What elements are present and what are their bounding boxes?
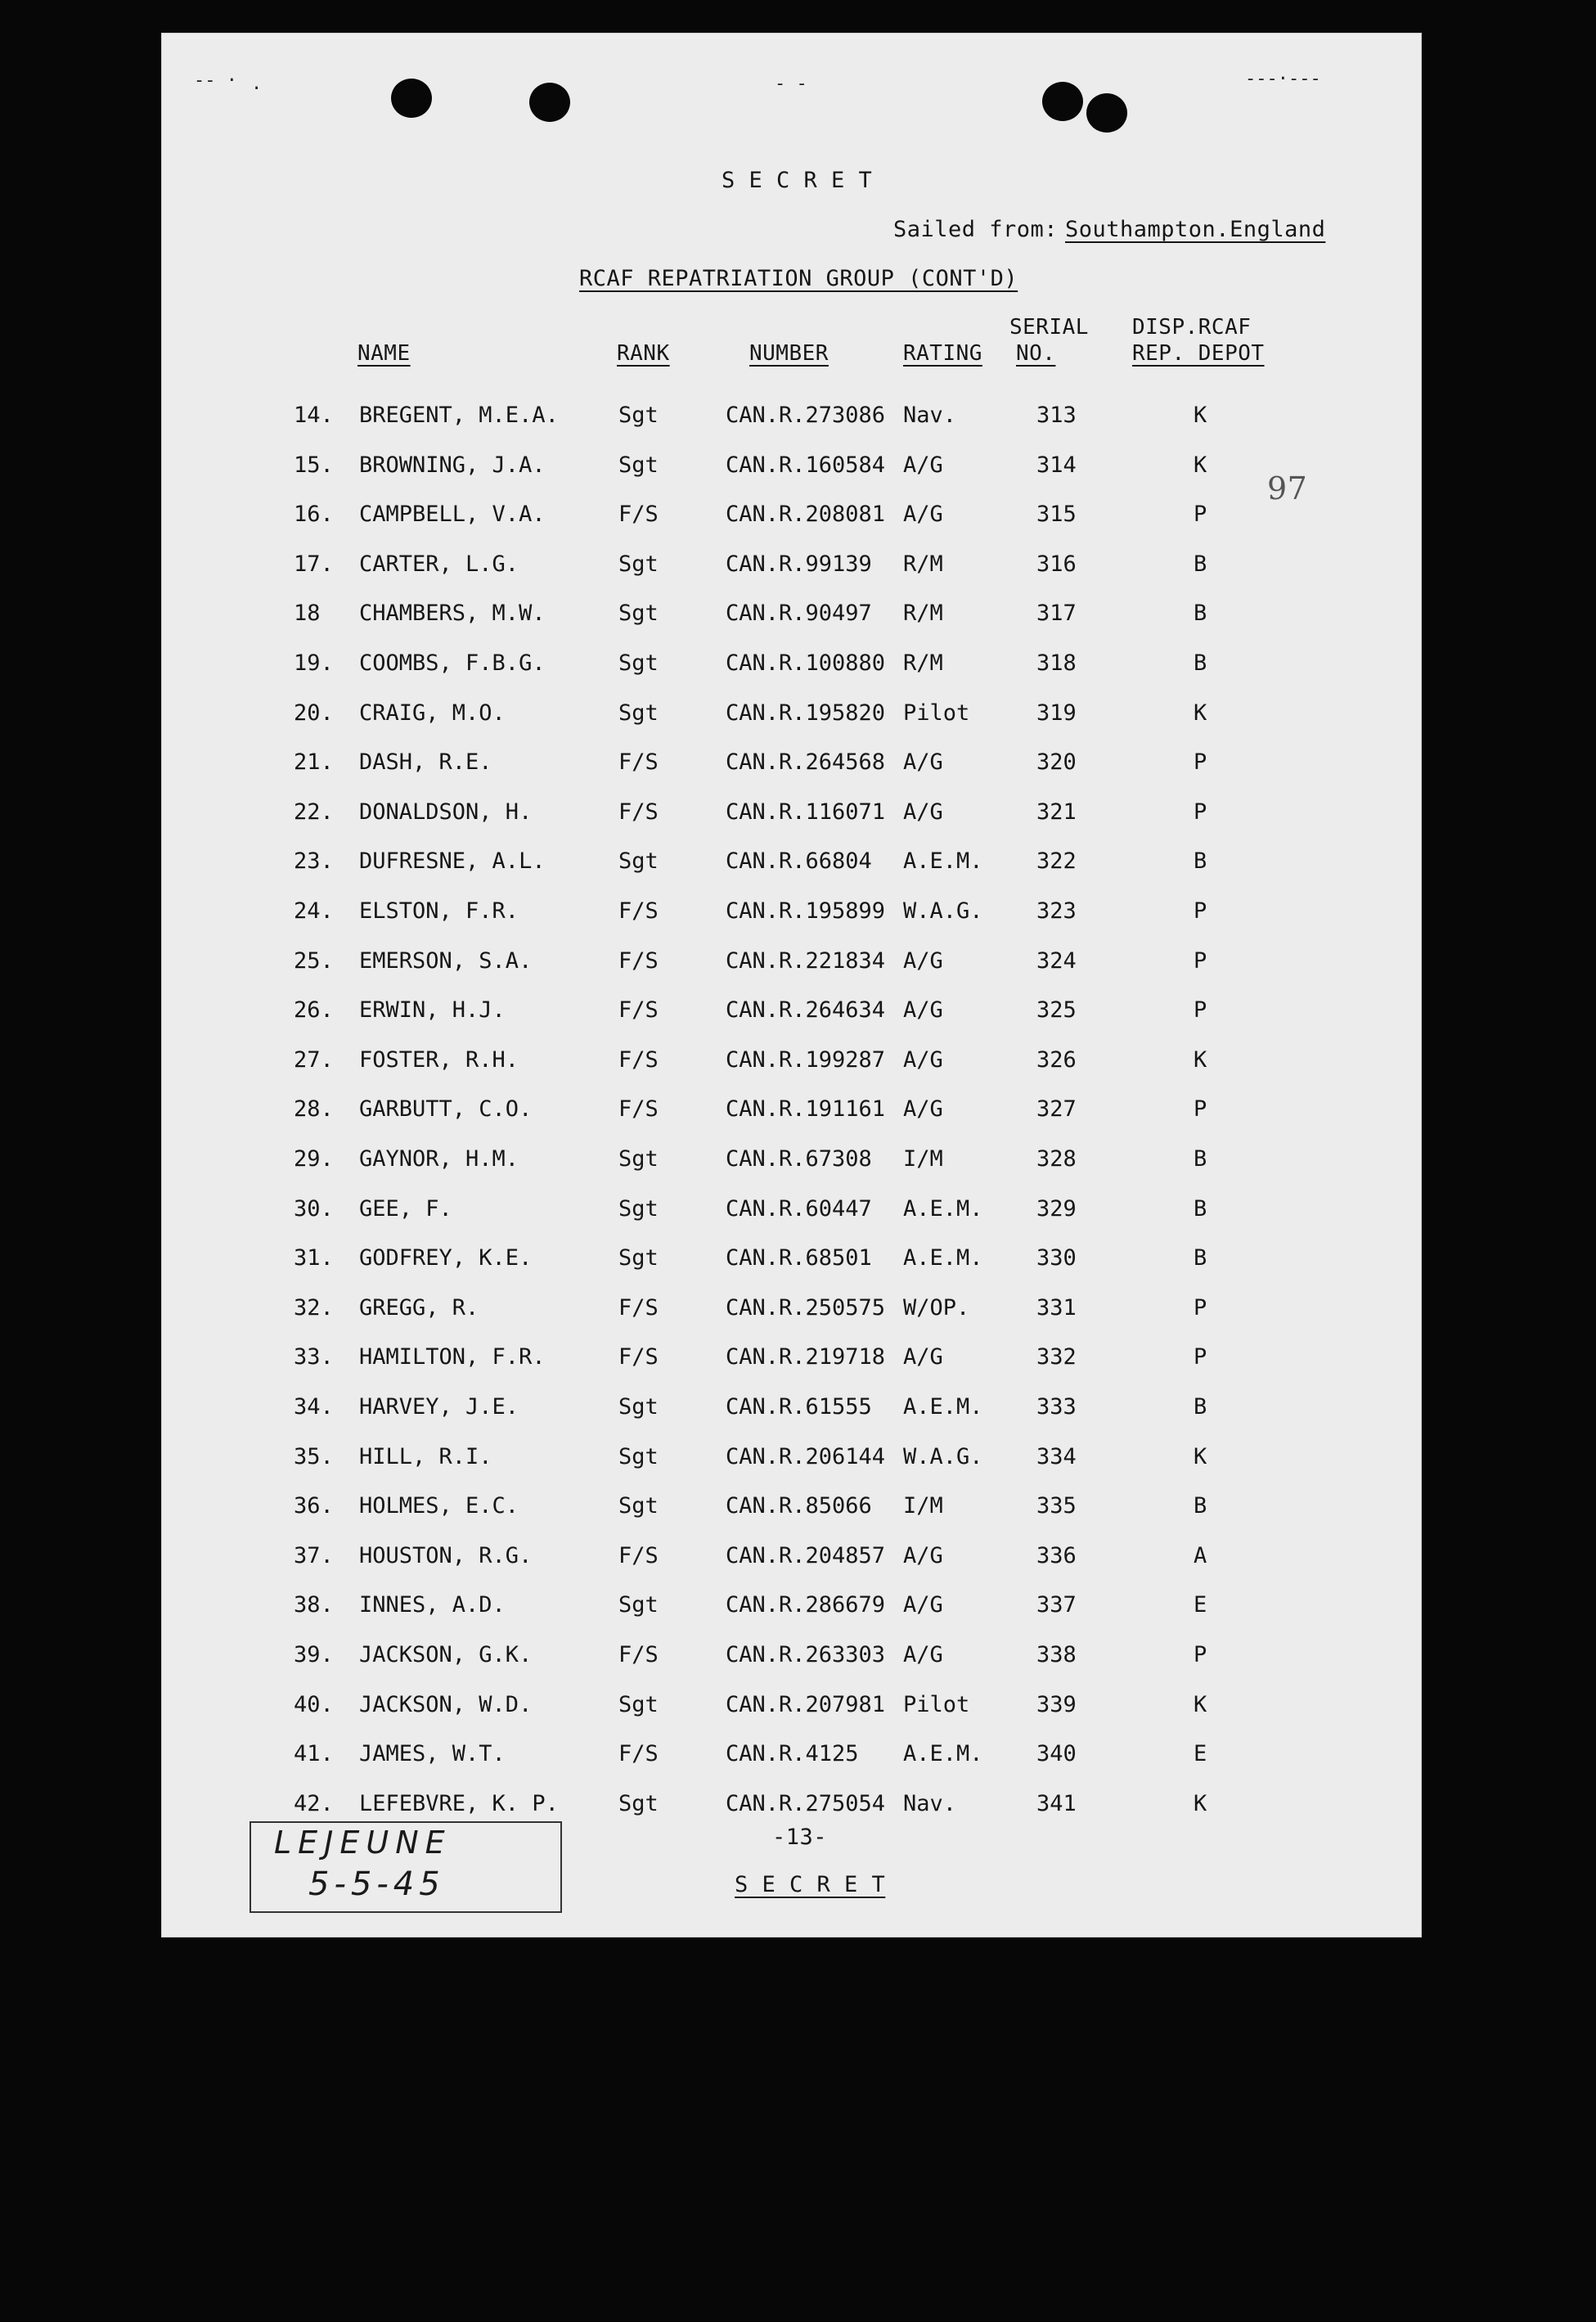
serial-number: 324: [1036, 947, 1077, 974]
rank: Sgt: [618, 1443, 659, 1469]
service-number: CAN.R.4125: [726, 1741, 859, 1767]
table-row: [161, 700, 1422, 749]
service-number: CAN.R.264634: [726, 997, 886, 1024]
person-name: JACKSON, G.K.: [359, 1642, 533, 1667]
rank: Sgt: [618, 601, 659, 627]
depot-code: P: [1194, 947, 1207, 974]
row-number: 17.: [294, 551, 334, 577]
depot-code: P: [1194, 997, 1207, 1024]
rank: Sgt: [618, 1394, 659, 1420]
rating: W.A.G.: [903, 1443, 983, 1469]
service-number: CAN.R.286679: [726, 1592, 886, 1618]
sailed-from-label: Sailed from:: [893, 217, 1059, 242]
depot-code: K: [1194, 700, 1207, 726]
serial-number: 315: [1036, 502, 1077, 528]
rank: Sgt: [618, 551, 659, 577]
service-number: CAN.R.219718: [726, 1344, 886, 1370]
serial-number: 322: [1036, 848, 1077, 875]
serial-number: 340: [1036, 1741, 1077, 1767]
table-row: [161, 898, 1422, 947]
row-number: 40.: [294, 1691, 334, 1717]
depot-code: A: [1194, 1542, 1207, 1568]
name-column-header: NAME: [357, 341, 411, 366]
serial-number: 341: [1036, 1790, 1077, 1816]
service-number: CAN.R.199287: [726, 1046, 886, 1073]
depot-code: K: [1194, 452, 1207, 478]
rank: F/S: [618, 1344, 659, 1370]
rank: F/S: [618, 1046, 659, 1073]
rating: R/M: [903, 551, 943, 577]
service-number: CAN.R.250575: [726, 1294, 886, 1321]
rating: A/G: [903, 1096, 943, 1123]
serial-number: 314: [1036, 452, 1077, 478]
row-number: 29.: [294, 1146, 334, 1172]
depot-code: B: [1194, 1493, 1207, 1519]
rating-column-header: RATING: [903, 341, 982, 366]
rating: Nav.: [903, 403, 957, 428]
service-number: CAN.R.264568: [726, 749, 886, 776]
service-number: CAN.R.191161: [726, 1096, 886, 1123]
row-number: 38.: [294, 1592, 334, 1618]
row-number: 21.: [294, 749, 334, 776]
rating: Pilot: [903, 1691, 970, 1717]
classification-top: S E C R E T: [722, 168, 873, 193]
rank: Sgt: [618, 1790, 659, 1816]
depot-code: B: [1194, 551, 1207, 577]
person-name: INNES, A.D.: [359, 1592, 506, 1618]
table-row: [161, 502, 1422, 551]
registration-mark: -- ·: [194, 70, 237, 91]
punch-hole: [529, 83, 570, 122]
table-row: [161, 1344, 1422, 1393]
table-row: [161, 997, 1422, 1046]
service-number: CAN.R.207981: [726, 1691, 886, 1717]
page-number: -13-: [772, 1825, 828, 1850]
punch-hole: [1042, 82, 1083, 121]
table-row: [161, 601, 1422, 650]
person-name: JACKSON, W.D.: [359, 1691, 533, 1717]
table-row: [161, 1444, 1422, 1493]
table-row: [161, 1692, 1422, 1741]
service-number: CAN.R.208081: [726, 502, 886, 528]
disp-header-top: DISP.RCAF: [1132, 315, 1252, 340]
service-number: CAN.R.68501: [726, 1245, 872, 1271]
table-row: [161, 799, 1422, 848]
depot-code: K: [1194, 403, 1207, 428]
serial-number: 319: [1036, 700, 1077, 726]
row-number: 34.: [294, 1394, 334, 1420]
depot-code: P: [1194, 898, 1207, 924]
rating: A/G: [903, 749, 943, 776]
table-row: [161, 1295, 1422, 1344]
serial-number: 337: [1036, 1592, 1077, 1618]
serial-number: 327: [1036, 1096, 1077, 1123]
table-row: [161, 1592, 1422, 1641]
serial-number: 323: [1036, 898, 1077, 924]
rank: Sgt: [618, 403, 659, 428]
service-number: CAN.R.100880: [726, 650, 886, 676]
rating: A/G: [903, 1542, 943, 1568]
serial-number: 330: [1036, 1245, 1077, 1271]
rating: A/G: [903, 1642, 943, 1667]
rank: F/S: [618, 1542, 659, 1568]
rating: A/G: [903, 799, 943, 825]
rank: Sgt: [618, 1691, 659, 1717]
serial-number: 321: [1036, 799, 1077, 825]
rating: A/G: [903, 1344, 943, 1370]
group-title: RCAF REPATRIATION GROUP (CONT'D): [579, 266, 1018, 291]
table-row: [161, 1245, 1422, 1294]
person-name: BREGENT, M.E.A.: [359, 403, 559, 428]
rating: W.A.G.: [903, 898, 983, 924]
serial-number: 335: [1036, 1493, 1077, 1519]
depot-code: P: [1194, 1642, 1207, 1667]
table-row: [161, 749, 1422, 799]
rating: A.E.M.: [903, 1195, 983, 1222]
table-row: [161, 452, 1422, 502]
rating: R/M: [903, 650, 943, 676]
rank: F/S: [618, 1741, 659, 1767]
sailed-from-value: Southampton.England: [1065, 217, 1326, 242]
row-number: 30.: [294, 1195, 334, 1222]
rank: Sgt: [618, 1245, 659, 1271]
row-number: 18: [294, 601, 321, 627]
serial-header-top: SERIAL: [1009, 315, 1089, 340]
rating: I/M: [903, 1146, 943, 1172]
rank: Sgt: [618, 650, 659, 676]
rank: F/S: [618, 749, 659, 776]
rating: Pilot: [903, 700, 970, 726]
service-number: CAN.R.273086: [726, 403, 886, 428]
service-number: CAN.R.195820: [726, 700, 886, 726]
table-row: [161, 1196, 1422, 1245]
depot-code: K: [1194, 1691, 1207, 1717]
rating: A/G: [903, 947, 943, 974]
service-number: CAN.R.195899: [726, 898, 886, 924]
person-name: CAMPBELL, V.A.: [359, 502, 546, 528]
person-name: DUFRESNE, A.L.: [359, 848, 546, 875]
rating: A.E.M.: [903, 1741, 983, 1767]
depot-code: P: [1194, 1294, 1207, 1321]
row-number: 25.: [294, 947, 334, 974]
registration-mark: ·: [251, 79, 263, 99]
person-name: HILL, R.I.: [359, 1443, 492, 1469]
margin-note: 97: [1267, 470, 1308, 506]
serial-number: 338: [1036, 1642, 1077, 1667]
row-number: 28.: [294, 1096, 334, 1123]
service-number: CAN.R.204857: [726, 1542, 886, 1568]
rating: A/G: [903, 1592, 943, 1618]
row-number: 32.: [294, 1294, 334, 1321]
depot-column-header: REP. DEPOT: [1132, 341, 1265, 366]
rating: A.E.M.: [903, 848, 983, 875]
serial-number: 332: [1036, 1344, 1077, 1370]
person-name: BROWNING, J.A.: [359, 452, 546, 478]
depot-code: B: [1194, 1195, 1207, 1222]
person-name: CARTER, L.G.: [359, 551, 519, 577]
document-page: [161, 33, 1422, 1937]
service-number: CAN.R.60447: [726, 1195, 872, 1222]
rank: F/S: [618, 898, 659, 924]
row-number: 16.: [294, 502, 334, 528]
row-number: 23.: [294, 848, 334, 875]
service-number: CAN.R.263303: [726, 1642, 886, 1667]
table-row: [161, 1543, 1422, 1592]
table-row: [161, 1493, 1422, 1542]
service-number: CAN.R.160584: [726, 452, 886, 478]
rank: Sgt: [618, 1195, 659, 1222]
rating: A/G: [903, 997, 943, 1024]
depot-code: E: [1194, 1592, 1207, 1618]
punch-hole: [1086, 93, 1127, 133]
rank: Sgt: [618, 1493, 659, 1519]
rank: F/S: [618, 799, 659, 825]
depot-code: B: [1194, 650, 1207, 676]
row-number: 22.: [294, 799, 334, 825]
depot-code: P: [1194, 749, 1207, 776]
person-name: HOUSTON, R.G.: [359, 1542, 533, 1568]
table-row: [161, 1642, 1422, 1691]
serial-column-header: NO.: [1016, 341, 1056, 366]
serial-number: 328: [1036, 1146, 1077, 1172]
serial-number: 316: [1036, 551, 1077, 577]
table-row: [161, 1394, 1422, 1443]
person-name: CRAIG, M.O.: [359, 700, 506, 726]
serial-number: 313: [1036, 403, 1077, 428]
table-row: [161, 848, 1422, 898]
registration-mark: - -: [775, 74, 807, 94]
rating: A/G: [903, 1046, 943, 1073]
rating: W/OP.: [903, 1294, 970, 1321]
table-row: [161, 1047, 1422, 1096]
rank: Sgt: [618, 700, 659, 726]
depot-code: K: [1194, 1046, 1207, 1073]
person-name: HOLMES, E.C.: [359, 1493, 519, 1519]
serial-number: 326: [1036, 1046, 1077, 1073]
service-number: CAN.R.85066: [726, 1493, 872, 1519]
depot-code: P: [1194, 1096, 1207, 1123]
serial-number: 336: [1036, 1542, 1077, 1568]
serial-number: 318: [1036, 650, 1077, 676]
person-name: GAYNOR, H.M.: [359, 1146, 519, 1172]
rank: Sgt: [618, 1146, 659, 1172]
rank: F/S: [618, 502, 659, 528]
service-number: CAN.R.90497: [726, 601, 872, 627]
rank: F/S: [618, 1096, 659, 1123]
person-name: DASH, R.E.: [359, 749, 492, 776]
service-number: CAN.R.116071: [726, 799, 886, 825]
row-number: 41.: [294, 1741, 334, 1767]
depot-code: P: [1194, 1344, 1207, 1370]
person-name: COOMBS, F.B.G.: [359, 650, 546, 676]
serial-number: 320: [1036, 749, 1077, 776]
depot-code: B: [1194, 1245, 1207, 1271]
rank: F/S: [618, 1294, 659, 1321]
service-number: CAN.R.61555: [726, 1394, 872, 1420]
number-column-header: NUMBER: [749, 341, 829, 366]
row-number: 19.: [294, 650, 334, 676]
stamp-date: 5-5-45: [308, 1865, 445, 1903]
classification-bottom: S E C R E T: [735, 1872, 886, 1897]
person-name: ELSTON, F.R.: [359, 898, 519, 924]
table-row: [161, 1741, 1422, 1790]
table-row: [161, 551, 1422, 601]
rating: A/G: [903, 452, 943, 478]
depot-code: B: [1194, 1394, 1207, 1420]
row-number: 31.: [294, 1245, 334, 1271]
serial-number: 333: [1036, 1394, 1077, 1420]
rank: Sgt: [618, 848, 659, 875]
rank: Sgt: [618, 452, 659, 478]
service-number: CAN.R.99139: [726, 551, 872, 577]
person-name: DONALDSON, H.: [359, 799, 533, 825]
rating: Nav.: [903, 1790, 957, 1816]
row-number: 24.: [294, 898, 334, 924]
row-number: 20.: [294, 700, 334, 726]
row-number: 33.: [294, 1344, 334, 1370]
service-number: CAN.R.206144: [726, 1443, 886, 1469]
depot-code: B: [1194, 601, 1207, 627]
stamp-name: LEJEUNE: [274, 1825, 452, 1861]
rank: F/S: [618, 947, 659, 974]
serial-number: 329: [1036, 1195, 1077, 1222]
rating: A/G: [903, 502, 943, 528]
depot-code: E: [1194, 1741, 1207, 1767]
serial-number: 334: [1036, 1443, 1077, 1469]
person-name: CHAMBERS, M.W.: [359, 601, 546, 627]
person-name: LEFEBVRE, K. P.: [359, 1790, 559, 1816]
rating: I/M: [903, 1493, 943, 1519]
person-name: EMERSON, S.A.: [359, 947, 533, 974]
person-name: GARBUTT, C.O.: [359, 1096, 533, 1123]
person-name: GEE, F.: [359, 1195, 452, 1222]
row-number: 15.: [294, 452, 334, 478]
serial-number: 317: [1036, 601, 1077, 627]
row-number: 42.: [294, 1790, 334, 1816]
person-name: HARVEY, J.E.: [359, 1394, 519, 1420]
rating: A.E.M.: [903, 1394, 983, 1420]
table-row: [161, 650, 1422, 700]
row-number: 27.: [294, 1046, 334, 1073]
depot-code: K: [1194, 1790, 1207, 1816]
row-number: 26.: [294, 997, 334, 1024]
rank: F/S: [618, 997, 659, 1024]
service-number: CAN.R.275054: [726, 1790, 886, 1816]
punch-hole: [391, 79, 432, 118]
row-number: 35.: [294, 1443, 334, 1469]
service-number: CAN.R.67308: [726, 1146, 872, 1172]
person-name: HAMILTON, F.R.: [359, 1344, 546, 1370]
row-number: 14.: [294, 403, 334, 428]
table-row: [161, 403, 1422, 452]
rank-column-header: RANK: [617, 341, 670, 366]
depot-code: K: [1194, 1443, 1207, 1469]
person-name: ERWIN, H.J.: [359, 997, 506, 1024]
serial-number: 339: [1036, 1691, 1077, 1717]
registration-mark: ---·---: [1245, 69, 1321, 89]
person-name: FOSTER, R.H.: [359, 1046, 519, 1073]
person-name: GODFREY, K.E.: [359, 1245, 533, 1271]
row-number: 36.: [294, 1493, 334, 1519]
rank: Sgt: [618, 1592, 659, 1618]
handwritten-stamp-box: [250, 1821, 562, 1913]
depot-code: P: [1194, 502, 1207, 528]
serial-number: 325: [1036, 997, 1077, 1024]
table-row: [161, 1096, 1422, 1145]
table-row: [161, 948, 1422, 997]
rating: A.E.M.: [903, 1245, 983, 1271]
depot-code: P: [1194, 799, 1207, 825]
rating: R/M: [903, 601, 943, 627]
rank: F/S: [618, 1642, 659, 1667]
table-row: [161, 1146, 1422, 1195]
service-number: CAN.R.66804: [726, 848, 872, 875]
depot-code: B: [1194, 848, 1207, 875]
row-number: 37.: [294, 1542, 334, 1568]
service-number: CAN.R.221834: [726, 947, 886, 974]
person-name: GREGG, R.: [359, 1294, 479, 1321]
depot-code: B: [1194, 1146, 1207, 1172]
serial-number: 331: [1036, 1294, 1077, 1321]
row-number: 39.: [294, 1642, 334, 1667]
person-name: JAMES, W.T.: [359, 1741, 506, 1767]
